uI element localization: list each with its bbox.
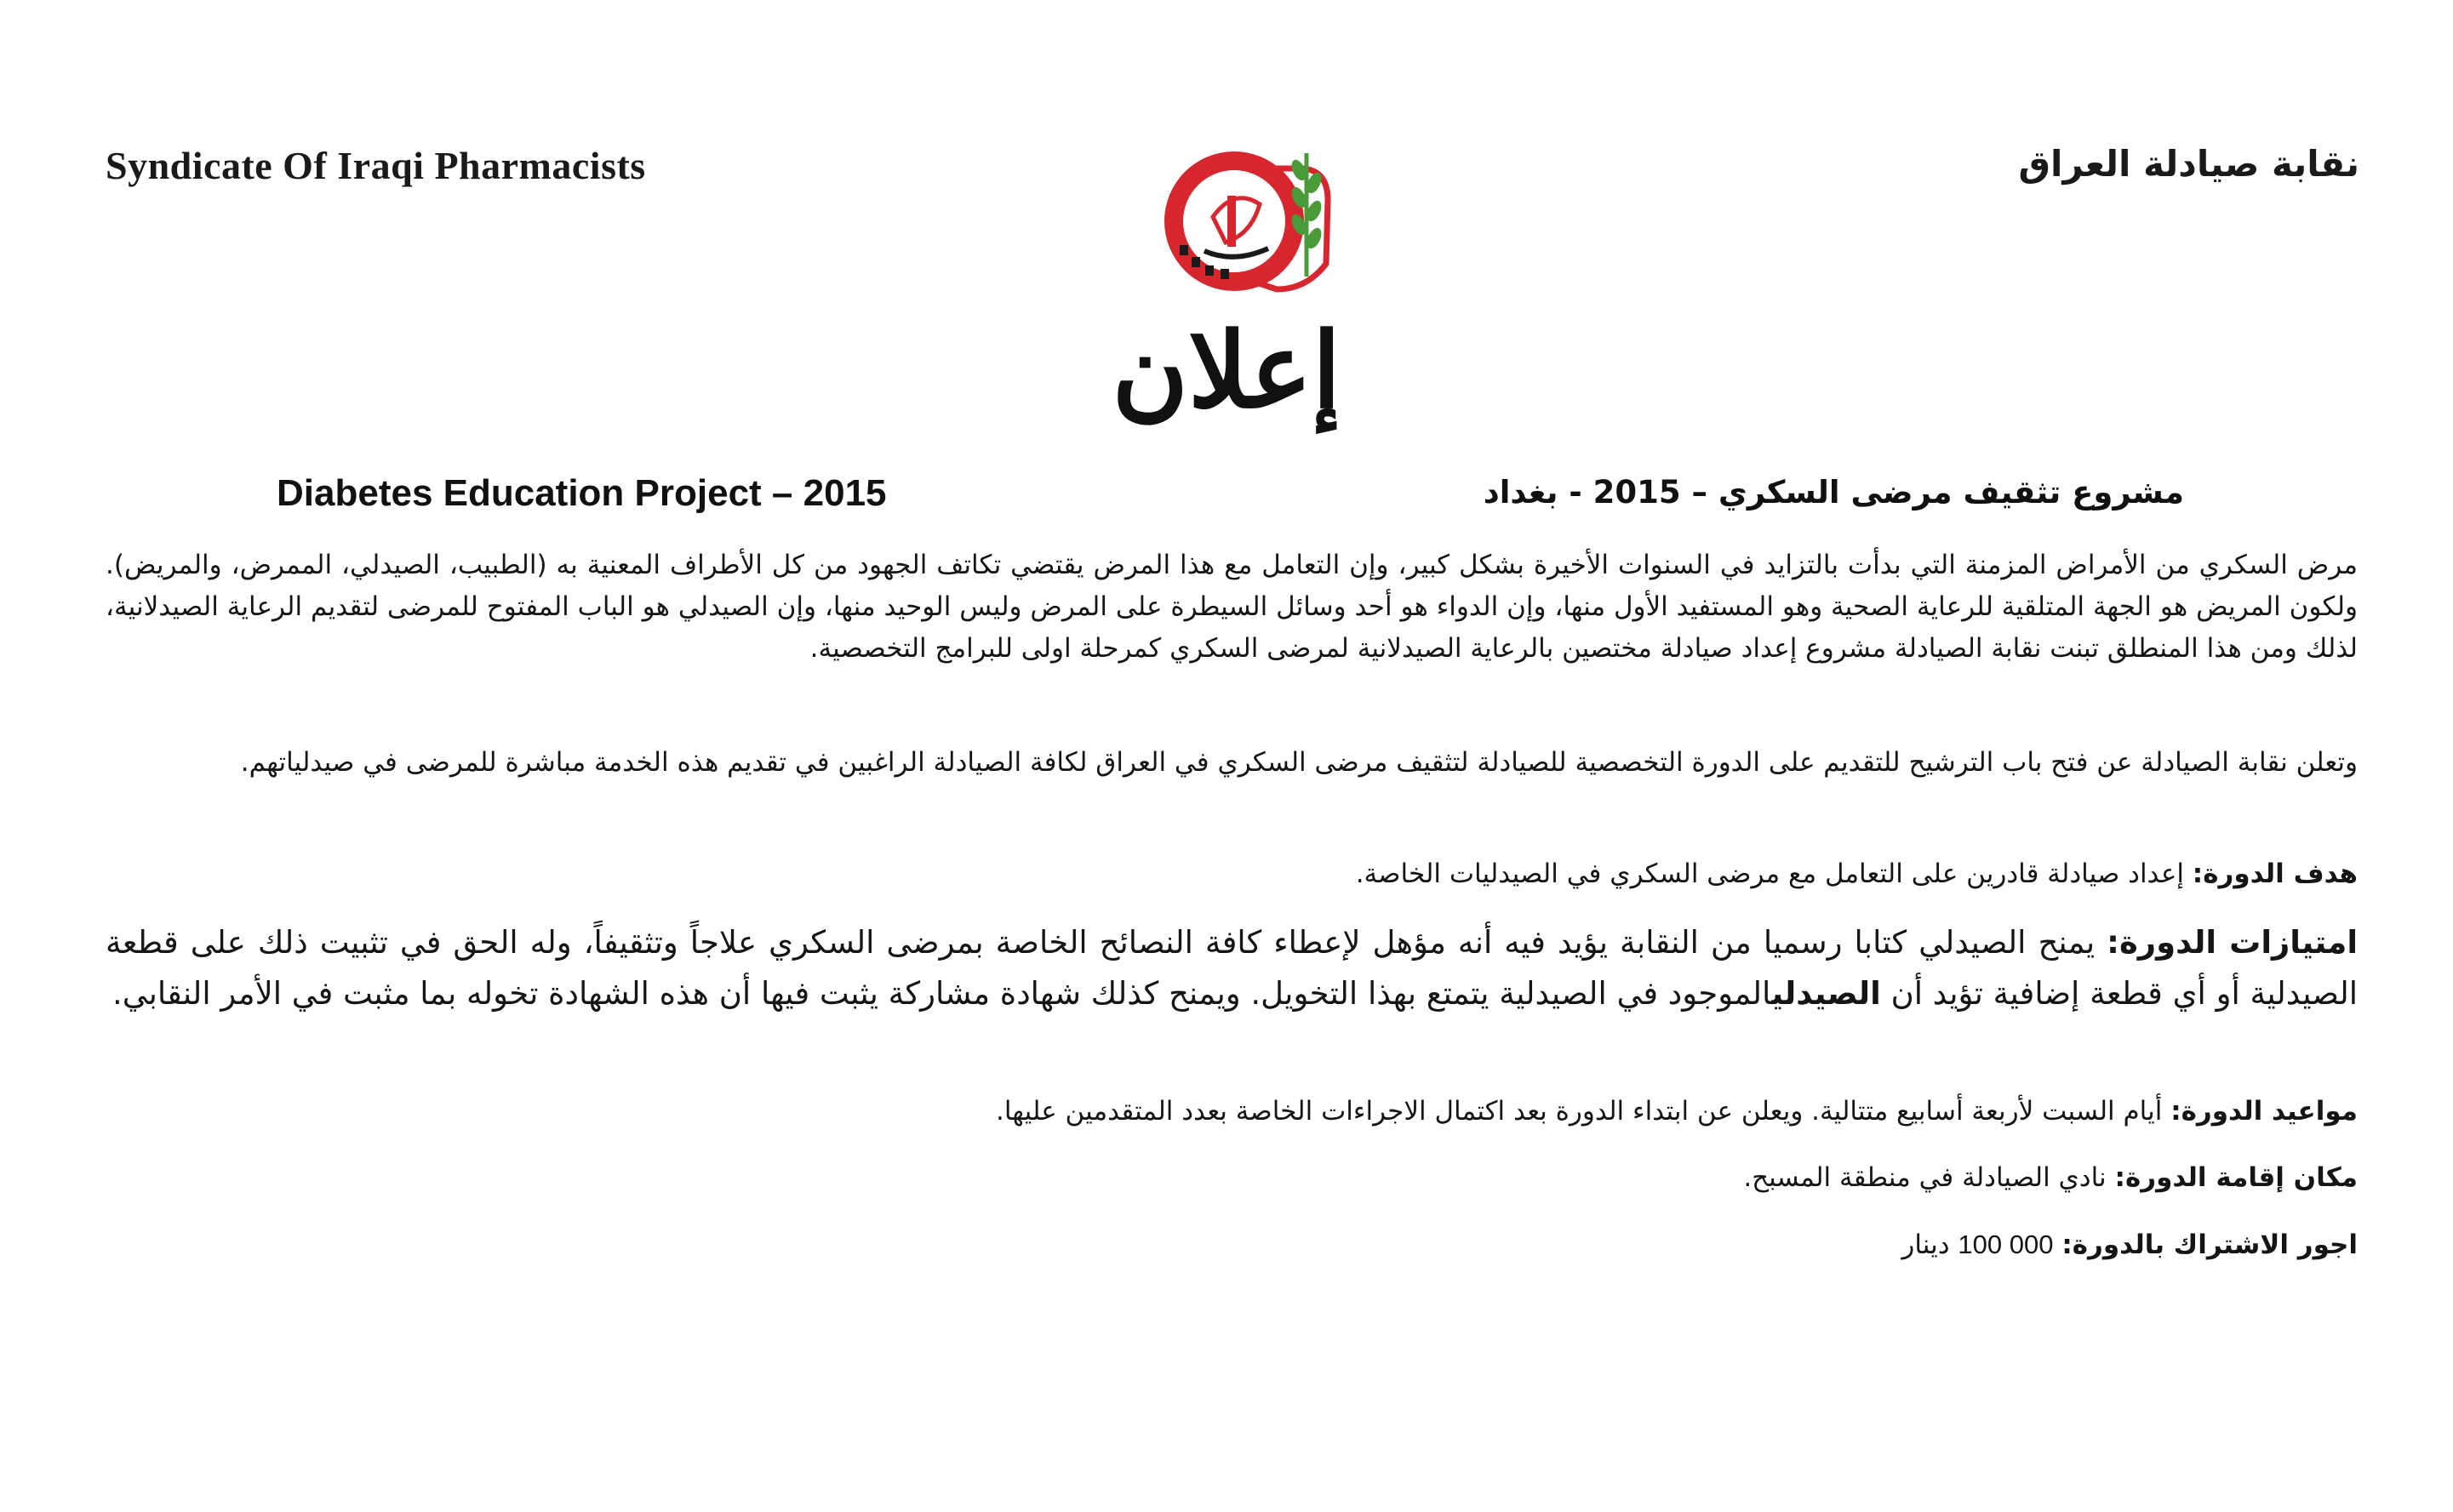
course-privileges-text-b: الموجود في الصيدلية يتمتع بهذا التخويل. ويمنح كذلك شهادة مشاركة يثبت فيها أن هذه الشهادة تخوله بما مثبت في الأمر النقابي. <box>112 975 1772 1012</box>
course-goal <box>106 853 2358 895</box>
course-fee-amount: 100 000 <box>1958 1230 2054 1259</box>
announcement-title: إعلان <box>1112 309 1341 431</box>
project-title-arabic: مشروع تثقيف مرضى السكري – 2015 - بغداد <box>1483 474 2184 511</box>
course-schedule-label: مواعيد الدورة: <box>2170 1096 2358 1127</box>
course-privileges-text-a: يمنح الصيدلي كتابا رسميا من النقابة يؤيد فيه أنه مؤهل لإعطاء كافة النصائح الخاصة بمرضى السكري علاجاً وتثقيفاً، وله الحق في تثبيت ذلك على قطعة الصيدلية أو أي قطعة إضافية تؤيد أن <box>106 924 2358 1012</box>
course-fee-label: اجور الاشتراك بالدورة: <box>2061 1230 2358 1260</box>
course-fee-currency: دينار <box>1901 1230 1950 1260</box>
course-schedule <box>106 1091 2358 1133</box>
course-venue <box>106 1157 2358 1199</box>
course-venue-label: مكان إقامة الدورة: <box>2114 1162 2358 1193</box>
syndicate-logo <box>1132 136 1362 306</box>
course-privileges-label: امتيازات الدورة: <box>2107 924 2358 961</box>
course-venue-text: نادي الصيادلة في منطقة المسبح. <box>1743 1162 2115 1193</box>
syndicate-seal-icon <box>1132 136 1362 306</box>
intro-paragraph: مرض السكري من الأمراض المزمنة التي بدأت بالتزايد في السنوات الأخيرة بشكل كبير، وإن التعامل مع هذا المرض يقتضي تكاتف الجهود من كل الأطراف المعنية به (الطبيب، الصيدلي، الممرض، والمريض). ولكون المريض هو الجهة المتلقية للرعاية الصحية وهو المستفيد الأول منها، وإن الدواء هو أحد وسائل السيطرة على المرض وليس الوحيد منها، وإن الصيدلي هو الباب المفتوح للمرضى لتقديم الرعاية الصيدلانية، لذلك ومن هذا المنطلق تبنت نقابة الصيادلة مشروع إعداد صيادلة مختصين بالرعاية الصيدلانية لمرضى السكري كمرحلة اولى للبرامج التخصصية. <box>106 550 2358 664</box>
course-goal-text: إعداد صيادلة قادرين على التعامل مع مرضى السكري في الصيدليات الخاصة. <box>1355 859 2193 889</box>
announcement-paragraph: وتعلن نقابة الصيادلة عن فتح باب الترشيح للتقديم على الدورة التخصصية للصيادلة لتثقيف مرضى السكري في العراق لكافة الصيادلة الراغبين في تقديم هذه الخدمة مباشرة للمرضى في صيدلياتهم. <box>240 747 2358 778</box>
org-name-arabic: نقابة صيادلة العراق <box>2018 143 2359 185</box>
course-schedule-text: أيام السبت لأربعة أسابيع متتالية. ويعلن عن ابتداء الدورة بعد اكتمال الاجراءات الخاصة بعدد المتقدمين عليها. <box>996 1096 2171 1127</box>
org-name-english: Syndicate Of Iraqi Pharmacists <box>106 144 646 187</box>
course-goal-label: هدف الدورة: <box>2192 859 2358 889</box>
pharmacist-bold-word: الصيدلي <box>1771 975 1881 1012</box>
project-title-english: Diabetes Education Project – 2015 <box>277 472 887 514</box>
course-fee <box>106 1224 2358 1266</box>
course-privileges <box>106 917 2358 1019</box>
